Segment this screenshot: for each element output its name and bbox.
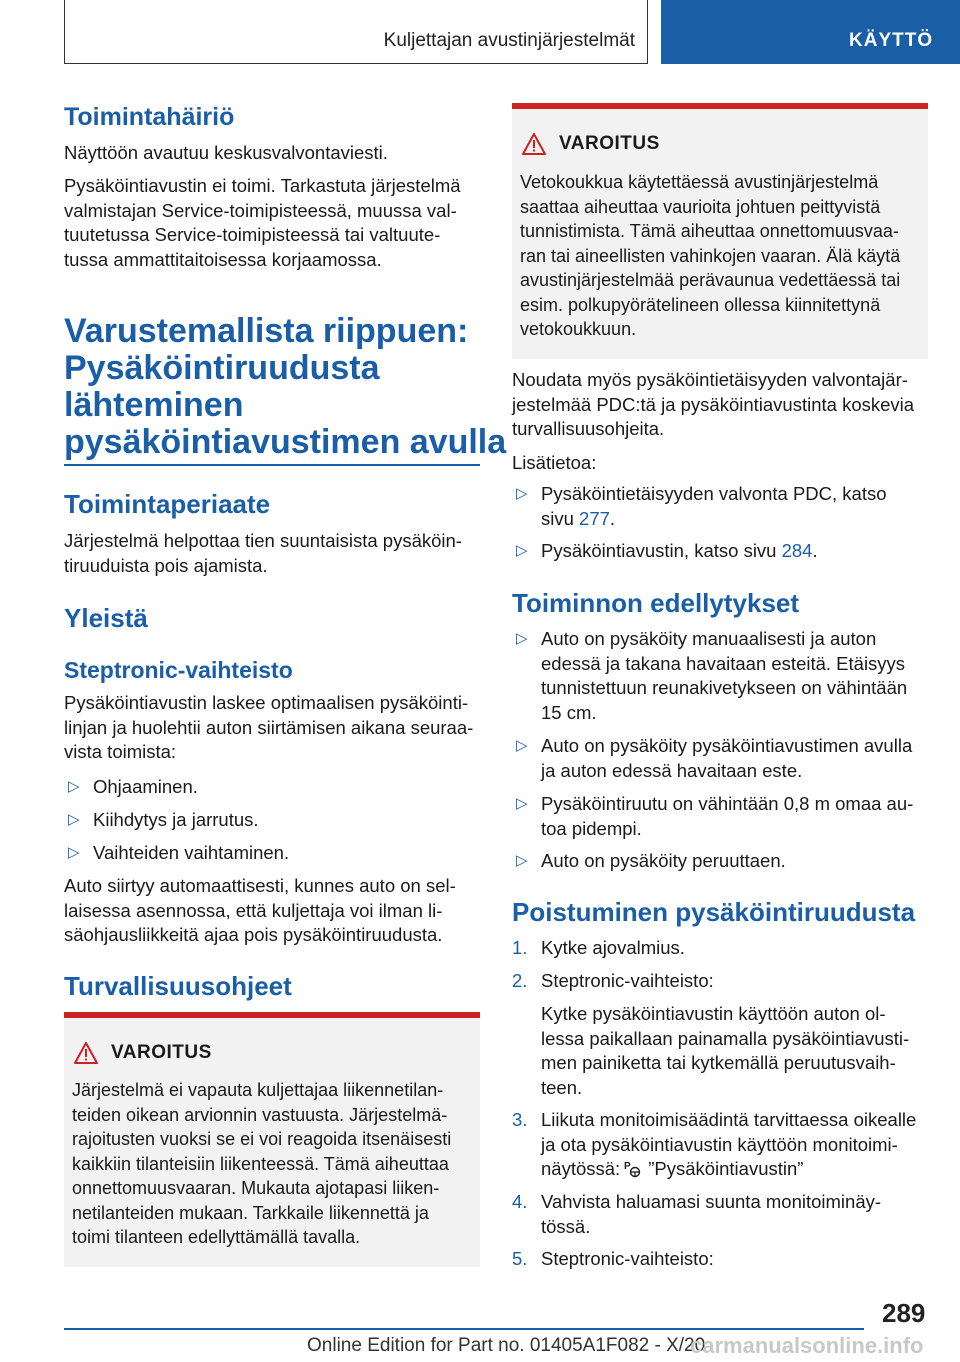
warning-line: onnettomuusvaaran. Mukauta ajotapasi liiken- xyxy=(72,1178,440,1198)
warning-line: avustinjärjestelmää perävaunua vedettäessä tai xyxy=(520,270,901,290)
warning-line: Vetokoukkua käytettäessä avustinjärjestelmä xyxy=(520,172,879,192)
footer-rule xyxy=(64,1328,864,1330)
paragraph-line: säohjausliikkeitä ajaa pois pysäköintiruudusta. xyxy=(64,924,443,945)
paragraph-line: jestelmää PDC:tä ja pysäköintiavustinta koskevia xyxy=(512,393,915,415)
heading-steptronic: Steptronic-vaihteisto xyxy=(64,657,293,683)
warning-line: vetokoukkuun. xyxy=(520,319,637,339)
warning-box xyxy=(512,103,928,359)
warning-box xyxy=(64,1012,480,1267)
warning-line: kaikkiin tilanteisiin liikenteessä. Tämä aiheuttaa xyxy=(72,1153,449,1174)
main-heading-line: pysäköintiavustimen avulla xyxy=(64,423,507,461)
header-section-box xyxy=(64,0,648,64)
main-heading-line: lähteminen xyxy=(64,386,244,424)
paragraph-line: tussa ammattitaitoisessa korjaamossa. xyxy=(64,248,382,270)
more-info-label: Lisätietoa: xyxy=(512,452,597,473)
paragraph-line: Auto siirtyy automaattisesti, kunnes auto on sel- xyxy=(64,875,456,896)
paragraph: Näyttöön avautuu keskusvalvontaviesti. xyxy=(64,142,388,163)
heading-toimintaperiaate: Toimintaperiaate xyxy=(64,489,271,519)
warning-title: VAROITUS xyxy=(111,1042,212,1063)
paragraph-line: tuutetussa Service-toimipisteessä tai valtuute- xyxy=(64,224,441,245)
triangle-bullet-icon: ▷ xyxy=(516,630,528,647)
warning-line: saattaa aiheuttaa vaurioita johtuen peittyvistä xyxy=(520,196,881,217)
site-watermark-logo: carmanualsonline.info xyxy=(690,1333,924,1358)
heading-turvallisuusohjeet: Turvallisuusohjeet xyxy=(64,971,292,1001)
heading-yleista: Yleistä xyxy=(64,603,148,633)
main-heading-line: Varustemallista riippuen: xyxy=(64,312,469,350)
warning-triangle-icon xyxy=(74,1042,98,1064)
warning-line: toimi tilanteen edellyttämällä tavalla. xyxy=(72,1227,361,1247)
paragraph-line: Järjestelmä helpottaa tien suuntaisista pysäköin- xyxy=(64,530,462,551)
paragraph-line: laisessa asennossa, että kuljettaja voi ilman li- xyxy=(64,899,443,921)
triangle-bullet-icon: ▷ xyxy=(68,811,80,828)
warning-line: netilanteiden mukaan. Tarkkaile liikennettä ja xyxy=(72,1202,429,1223)
warning-line: ran tai aineellisten vahinkojen vaaran. Älä käytä xyxy=(520,245,901,266)
warning-line: tunnistimista. Tämä aiheuttaa onnettomuusvaa- xyxy=(520,221,899,241)
warning-triangle-icon xyxy=(522,133,546,155)
heading-edellytykset: Toiminnon edellytykset xyxy=(512,588,800,618)
warning-line: rajoitusten vuoksi se ei voi reagoida itsenäisesti xyxy=(72,1129,452,1149)
section-title: Kuljettajan avustinjärjestelmät xyxy=(383,30,635,51)
parking-assistant-icon xyxy=(624,1160,642,1178)
triangle-bullet-icon: ▷ xyxy=(516,852,528,869)
heading-toimintahairio: Toimintahäiriö xyxy=(64,103,235,131)
paragraph-line: Pysäköintiavustin ei toimi. Tarkastuta järjestelmä xyxy=(64,175,461,196)
triangle-bullet-icon: ▷ xyxy=(68,778,80,795)
paragraph-line: valmistajan Service-toimipisteessä, muussa val- xyxy=(64,199,457,221)
svg-text:P: P xyxy=(624,1161,631,1172)
triangle-bullet-icon: ▷ xyxy=(516,542,528,559)
warning-title: VAROITUS xyxy=(559,133,660,154)
triangle-bullet-icon: ▷ xyxy=(516,737,528,754)
page-number: 289 xyxy=(882,1298,926,1328)
heading-rule xyxy=(64,464,480,466)
warning-line: Järjestelmä ei vapauta kuljettajaa liikennetilan- xyxy=(72,1080,444,1100)
footer-edition-text: Online Edition for Part no. 01405A1F082 - X/20 xyxy=(307,1335,706,1356)
chapter-tab[interactable] xyxy=(661,0,960,64)
paragraph-line: tiruuduista pois ajamista. xyxy=(64,554,268,576)
chapter-tab-label: KÄYTTÖ xyxy=(849,30,934,51)
paragraph-line: vista toimista: xyxy=(64,741,177,762)
paragraph-line: turvallisuusohjeita. xyxy=(512,418,665,439)
warning-line: esim. polkupyörätelineen ollessa kiinnitettynä xyxy=(520,294,881,315)
warning-line: teiden oikean arvionnin vastuusta. Järjestelmä- xyxy=(72,1104,448,1125)
paragraph-line: linjan ja huolehtii auton siirtämisen aikana seuraa- xyxy=(64,716,474,738)
heading-poistuminen: Poistuminen pysäköintiruudusta xyxy=(512,897,916,927)
paragraph-line: Pysäköintiavustin laskee optimaalisen pysäköinti- xyxy=(64,692,469,713)
page-link-277[interactable]: 277 xyxy=(579,507,610,529)
page-link-284[interactable]: 284 xyxy=(781,540,813,561)
paragraph-line: Noudata myös pysäköintietäisyyden valvontajär- xyxy=(512,369,908,390)
triangle-bullet-icon: ▷ xyxy=(68,844,80,861)
main-heading-line: Pysäköintiruudusta xyxy=(64,349,380,387)
triangle-bullet-icon: ▷ xyxy=(516,795,528,812)
triangle-bullet-icon: ▷ xyxy=(516,485,528,502)
